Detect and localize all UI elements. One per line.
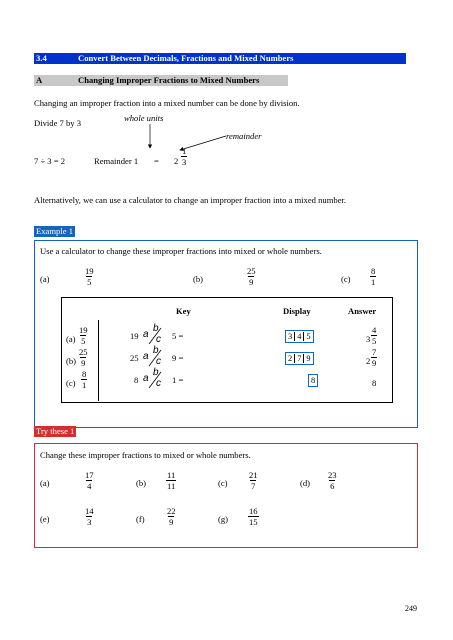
numerator: 1 — [182, 146, 187, 156]
key-sequence-right: 1 = — [172, 375, 184, 385]
table-header-key: Key — [176, 306, 191, 316]
exercise-label: (c) — [218, 478, 228, 488]
exercise-fraction: $\frac{16}{15}$ — [249, 506, 258, 527]
example-label: Example 1 — [36, 226, 73, 236]
table-row-label: (c) — [66, 378, 76, 388]
exercise-label: (e) — [40, 514, 50, 524]
part-fraction: $\frac{19}{5}$ — [85, 266, 94, 287]
division-equals: = — [154, 156, 159, 166]
fraction-key-icon: a b c — [143, 345, 161, 367]
key-sequence-left: 25 — [130, 353, 139, 363]
table-row-label: (b) — [66, 356, 77, 366]
section-number: 3.4 — [36, 53, 47, 63]
exercise-label: (b) — [136, 478, 147, 488]
try-these-instruction: Change these improper fractions to mixed or whole numbers. — [40, 450, 251, 460]
answer-whole: 2 — [366, 356, 371, 366]
remainder-label: remainder — [226, 131, 262, 141]
exercise-label: (d) — [300, 478, 311, 488]
intro-text: Changing an improper fraction into a mixed number can be done by division. — [34, 98, 300, 108]
table-row-fraction: $\frac{19}{5}$ — [79, 325, 88, 346]
page-number: 249 — [405, 604, 417, 613]
alternative-text: Alternatively, we can use a calculator to change an improper fraction into a mixed number. — [34, 195, 347, 205]
calculator-display: 8 — [308, 374, 318, 387]
answer-whole: 3 — [366, 334, 371, 344]
answer-whole: 8 — [372, 378, 377, 388]
part-fraction: $\frac{8}{1}$ — [371, 266, 376, 287]
key-sequence-left: 8 — [134, 375, 139, 385]
division-remainder: Remainder 1 — [94, 156, 139, 166]
exercise-fraction: $\frac{22}{9}$ — [167, 506, 176, 527]
table-row-fraction: $\frac{8}{1}$ — [82, 369, 87, 390]
mixed-fraction — [181, 146, 187, 167]
part-label: (c) — [341, 274, 351, 284]
try-these-label: Try these 1 — [36, 426, 75, 436]
section-title: Convert Between Decimals, Fractions and Mixed Numbers — [78, 53, 294, 63]
exercise-fraction: $\frac{17}{4}$ — [85, 470, 94, 491]
fraction-key-icon: a b c — [143, 367, 161, 389]
exercise-fraction: $\frac{11}{11}$ — [167, 470, 176, 491]
part-label: (a) — [40, 274, 50, 284]
table-row-label: (a) — [66, 334, 76, 344]
calculator-display: 2 7 9 — [285, 352, 314, 365]
answer-fraction: $\frac{4}{5}$ — [372, 325, 377, 346]
exercise-label: (f) — [136, 514, 145, 524]
example-instruction: Use a calculator to change these improper fractions into mixed or whole numbers. — [40, 246, 322, 256]
answer-fraction: $\frac{7}{9}$ — [372, 347, 377, 368]
key-table — [61, 297, 393, 403]
divide-instruction: Divide 7 by 3 — [34, 118, 82, 128]
fraction-key-icon: a b c — [143, 323, 161, 345]
exercise-fraction: $\frac{14}{3}$ — [85, 506, 94, 527]
key-sequence-left: 19 — [130, 331, 139, 341]
key-sequence-right: 9 = — [172, 353, 184, 363]
mixed-whole: 2 — [174, 156, 179, 166]
whole-units-label: whole units — [124, 113, 164, 123]
table-header-display: Display — [283, 306, 311, 316]
part-label: (b) — [193, 274, 204, 284]
table-row-fraction: $\frac{25}{9}$ — [79, 347, 88, 368]
table-header-answer: Answer — [348, 306, 377, 316]
annotation-arrows — [0, 0, 453, 200]
exercise-label: (a) — [40, 478, 50, 488]
subsection-letter: A — [36, 75, 43, 85]
subsection-title: Changing Improper Fractions to Mixed Numbers — [78, 75, 260, 85]
exercise-label: (g) — [218, 514, 229, 524]
exercise-fraction: $\frac{21}{7}$ — [249, 470, 258, 491]
exercise-fraction: $\frac{23}{6}$ — [328, 470, 337, 491]
part-fraction: $\frac{25}{9}$ — [247, 266, 256, 287]
calculator-display: 3 4 5 — [285, 330, 314, 343]
denominator: 3 — [182, 157, 187, 167]
key-sequence-right: 5 = — [172, 331, 184, 341]
division-expression: 7 ÷ 3 = 2 — [34, 156, 66, 166]
table-divider — [98, 320, 99, 401]
